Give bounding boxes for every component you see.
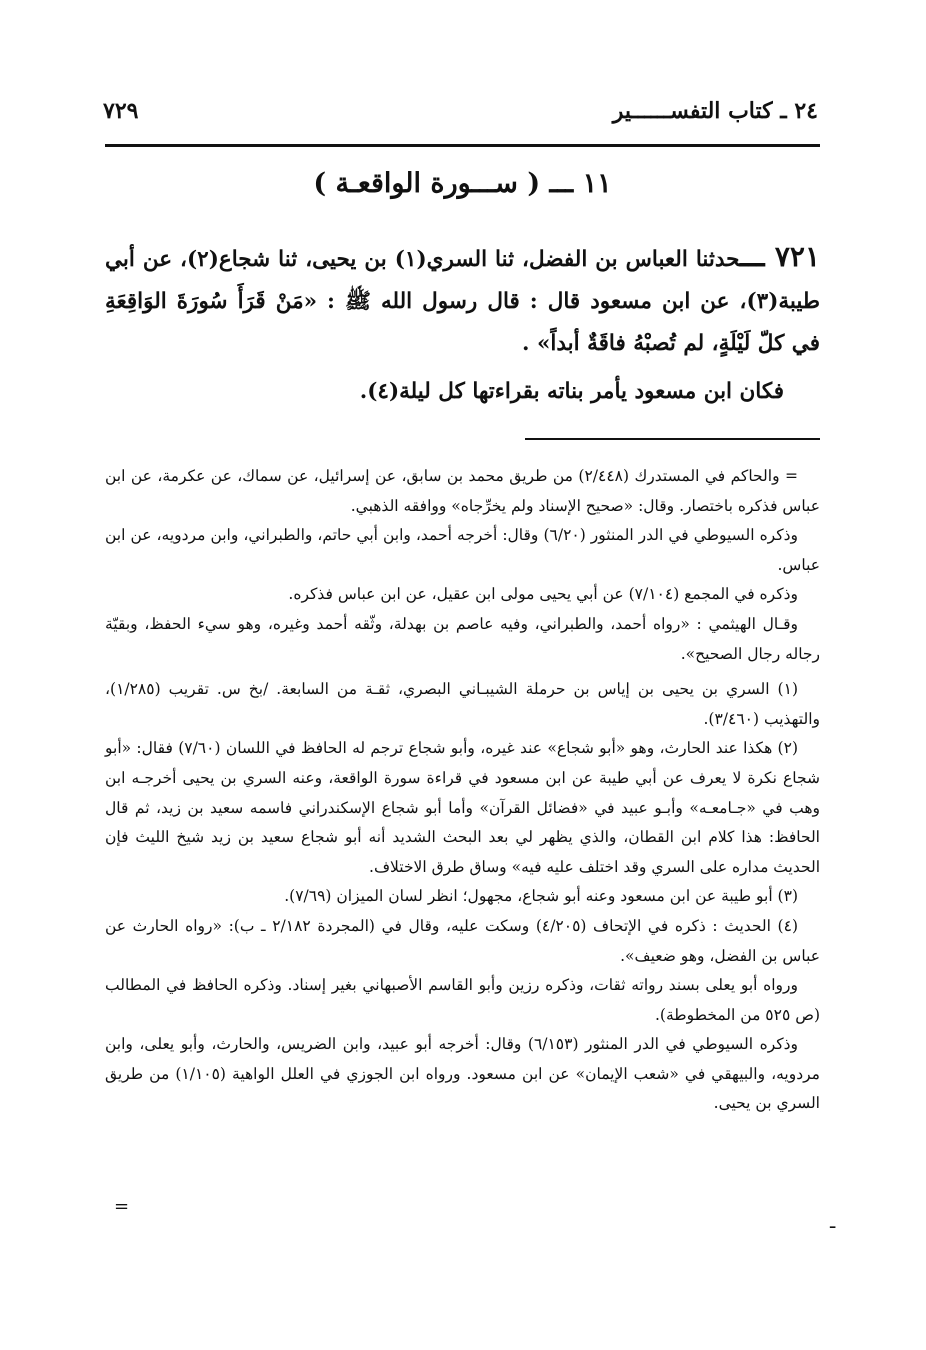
footnote-paragraph: ورواه أبو يعلى بسند رواته ثقات، وذكره رزين وأبو القاسم الأصبهاني بغير إسناد. وذكره الحافظ في المطالب (ص ٥٢٥ من المخطوطة). — [105, 976, 820, 1024]
footnote-paragraph: = والحاكم في المستدرك (٢/٤٤٨) من طريق محمد بن سابق، عن إسرائيل، عن سماك، عن عكرمة، عن ابن عباس فذكره باختصار. وقال: «صحيح الإسناد ولم يخرِّجاه» ووافقه الذهبي. — [105, 467, 820, 515]
footnote-paragraph: وذكره في المجمع (٧/١٠٤) عن أبي يحيى مولى ابن عقيل، عن ابن عباس فذكره. — [288, 585, 798, 604]
hadith-continuation: فكان ابن مسعود يأمر بناته بقراءتها كل ليلة(٤). — [359, 379, 784, 404]
footnotes-block — [105, 462, 820, 1119]
page-number: ٧٢٩ — [103, 98, 139, 124]
corner-mark: ـ — [830, 1212, 836, 1233]
footnote-paragraph: وذكره السيوطي في الدر المنثور (٦/٢٠) وقال: أخرجه أحمد، وابن أبي حاتم، والطبراني، وابن مردويه، عن ابن عباس. — [105, 526, 820, 574]
footnote-2: (٢) هكذا عند الحارث، وهو «أبو شجاع» عند غيره، وأبو شجاع ترجم له الحافظ في اللسان (٧/٦٠) فقال: «أبو شجاع نكرة لا يعرف عن أبي طيبة عن ابن مسعود في قراءة سورة الواقعة، وعنه السري بن يحيى أخرجـه ابن وهب في «جـامعـه» وأبـو عبيد في «فضائل القرآن» وأما أبو شجاع الإسكندراني فاسمه سعيد بن زيد، ثم قال الحافظ: هذا كلام ابن القطان، والذي يظهر لي بعد البحث الشديد أنه أبو شجاع سعيد بن زيد شيخ الليث فإن الحديث مداره على السري وقد اختلف عليه فيه» وساق طرق الاختلاف. — [105, 739, 820, 876]
footnote-4: (٤) الحديث : ذكره في الإتحاف (٤/٢٠٥) وسكت عليه، وقال في (المجردة ٢/١٨٢ ـ ب): «رواه الحارث عن عباس بن الفضل، وهو ضعيف». — [105, 916, 820, 965]
surah-title: ١١ ـــ ( ســـورة الواقعـة ) — [313, 168, 612, 199]
footnote-separator — [525, 438, 820, 440]
hadith-paragraph — [105, 236, 820, 365]
footnote-1: (١) السري بن يحيى بن إياس بن حرملة الشيبـاني البصري، ثقـة من السابعة. /بخ س. تقريب (١/٢٨٥)، والتهذيب (٣/٤٦٠). — [105, 680, 820, 728]
hadith-text: حدثنا العباس بن الفضل، ثنا السري(١) بن يحيى، ثنا شجاع(٢)، عن أبي طيبة(٣)، عن ابن مسعود قال : قال رسول الله ﷺ : «مَنْ قَرَأَ سُورَةَ الوَاقِعَةِ في كلّ لَيْلَةٍ، لم تُصبْهُ فاقَةٌ أبداً» . — [105, 247, 820, 356]
chapter-header: ٢٤ ـ كتاب التفســــــير — [612, 98, 818, 124]
footnote-paragraph: وذكره السيوطي في الدر المنثور (٦/١٥٣) وقال: أخرجه أبو عبيد، وابن الضريس، والحارث، وأبو يعلى، وابن مردويه، والبيهقي في «شعب الإيمان» عن ابن مسعود. ورواه ابن الجوزي في العلل الواهية (١/١٠٥) من طريق السري بن يحيى. — [105, 1035, 820, 1113]
footnote-paragraph: وقـال الهيثمي : «رواه أحمد، والطبراني، وفيه عاصم بن بهدلة، وثّقه أحمد وغيره، وهو سيء الحفظ، وبقيّة رجاله رجال الصحيح». — [105, 614, 820, 663]
hadith-number: ٧٢١ ـــ — [740, 240, 821, 273]
hadith-text-block — [105, 236, 820, 413]
footnote-3: (٣) أبو طيبة عن ابن مسعود وعنه أبو شجاع، مجهول؛ انظر لسان الميزان (٧/٦٩). — [284, 887, 798, 906]
continuation-mark: = — [114, 1196, 130, 1217]
header-rule — [105, 144, 820, 147]
